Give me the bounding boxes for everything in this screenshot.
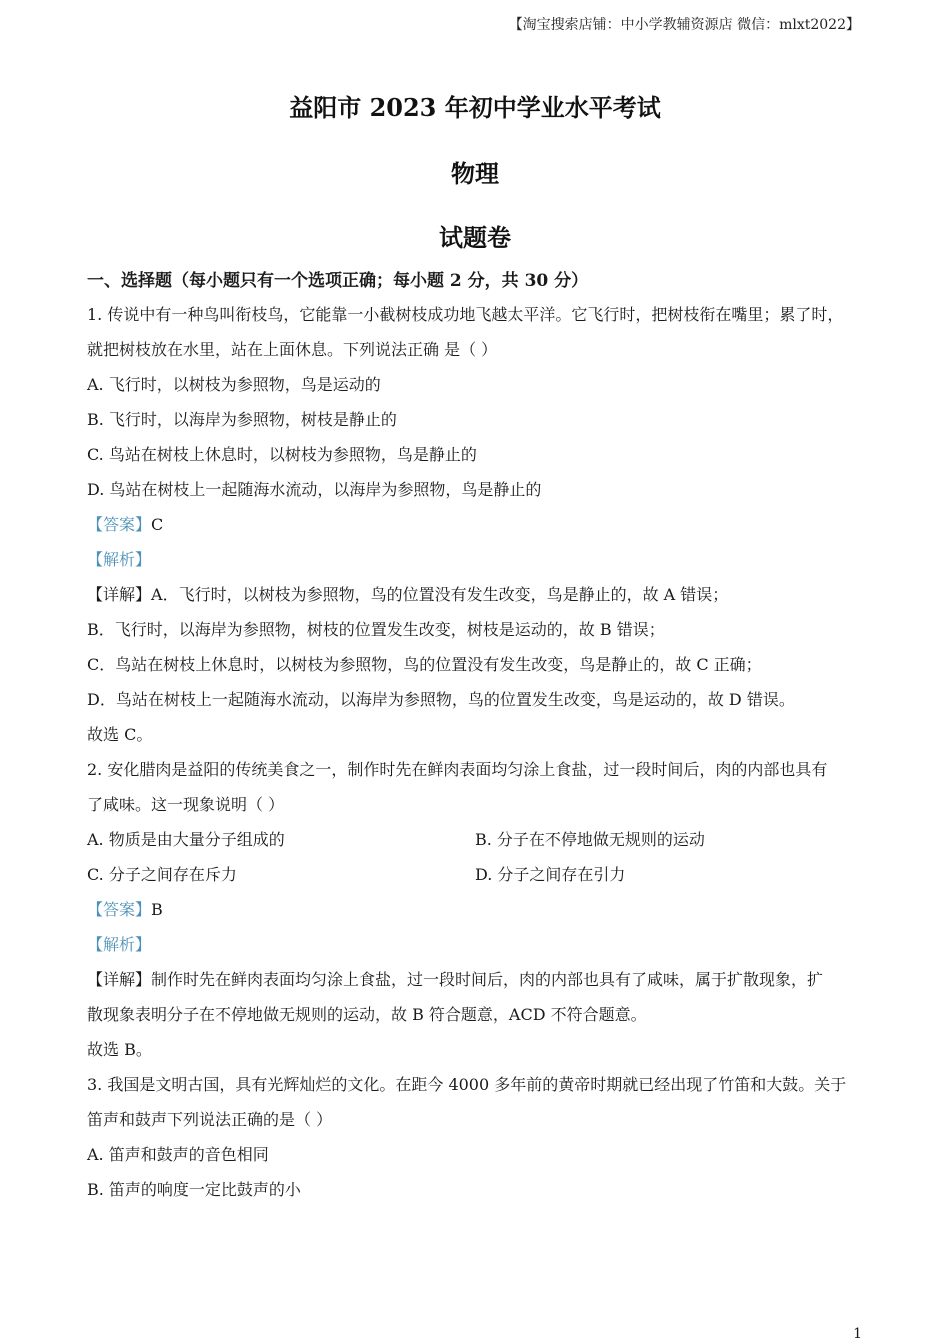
q2-detail-2: 散现象表明分子在不停地做无规则的运动，故 B 符合题意，ACD 不符合题意。 xyxy=(87,1005,647,1024)
paper-title: 试题卷 xyxy=(439,223,511,252)
q3-stem-line1: 3. 我国是文明古国，具有光辉灿烂的文化。在距今 4000 多年前的黄帝时期就已经出现了竹笛和大鼓。关于 xyxy=(87,1075,847,1094)
q2-detail-1: 【详解】制作时先在鲜肉表面均匀涂上食盐，过一段时间后，肉的内部也具有了咸味，属于扩散现象，扩 xyxy=(87,970,824,989)
q1-option-a: A. 飞行时，以树枝为参照物，鸟是运动的 xyxy=(87,375,381,394)
q3-stem-line2: 笛声和鼓声下列说法正确的是（ ） xyxy=(87,1110,333,1129)
q2-conclusion: 故选 B。 xyxy=(87,1040,152,1059)
q1-detail-3: C．鸟站在树枝上休息时，以树枝为参照物，鸟的位置没有发生改变，鸟是静止的，故 C 正确； xyxy=(87,655,762,674)
q2-analysis-label: 【解析】 xyxy=(87,935,152,954)
q1-conclusion: 故选 C。 xyxy=(87,725,153,744)
q1-answer-label: 【答案】 xyxy=(87,515,152,534)
q2-answer-label: 【答案】 xyxy=(87,900,152,919)
q1-stem-line2: 就把树枝放在水里，站在上面休息。下列说法正确 是（ ） xyxy=(87,340,498,359)
q2-option-a: A. 物质是由大量分子组成的 xyxy=(87,830,285,849)
q1-stem-line1: 1. 传说中有一种鸟叫衔枝鸟，它能靠一小截树枝成功地飞越太平洋。它飞行时，把树枝衔在嘴里；累了时， xyxy=(87,305,844,324)
q2-options-row1 xyxy=(87,829,867,851)
q1-answer-value: C xyxy=(151,515,164,534)
q2-option-c: C. 分子之间存在斥力 xyxy=(87,865,237,884)
q2-option-b: B. 分子在不停地做无规则的运动 xyxy=(475,830,705,849)
q1-answer-row xyxy=(87,514,867,536)
q1-detail-label: 【详解】 xyxy=(87,585,152,604)
page-number: 1 xyxy=(853,1326,862,1342)
q2-stem-line1: 2. 安化腊肉是益阳的传统美食之一，制作时先在鲜肉表面均匀涂上食盐，过一段时间后，肉的内部也具有 xyxy=(87,760,828,779)
q2-answer-row xyxy=(87,899,867,921)
subject-title: 物理 xyxy=(451,159,499,188)
exam-content xyxy=(87,270,867,1214)
q1-option-c: C. 鸟站在树枝上休息时，以树枝为参照物，鸟是静止的 xyxy=(87,445,477,464)
q1-detail-4: D．鸟站在树枝上一起随海水流动，以海岸为参照物，鸟的位置发生改变，鸟是运动的，故 D 错误。 xyxy=(87,690,795,709)
q1-analysis-label: 【解析】 xyxy=(87,550,152,569)
section-heading: 一、选择题（每小题只有一个选项正确；每小题 2 分，共 30 分） xyxy=(87,271,589,291)
q2-option-d: D. 分子之间存在引力 xyxy=(475,865,626,884)
q1-detail-2: B．飞行时，以海岸为参照物，树枝的位置发生改变，树枝是运动的，故 B 错误； xyxy=(87,620,665,639)
q2-options-row2 xyxy=(87,864,867,886)
shop-header-note: 【淘宝搜索店铺：中小学教辅资源店 微信：mlxt2022】 xyxy=(508,17,860,33)
q1-option-d: D. 鸟站在树枝上一起随海水流动，以海岸为参照物，鸟是静止的 xyxy=(87,480,542,499)
q3-option-b: B. 笛声的响度一定比鼓声的小 xyxy=(87,1180,301,1199)
q1-option-b: B. 飞行时，以海岸为参照物，树枝是静止的 xyxy=(87,410,397,429)
exam-title: 益阳市 2023 年初中学业水平考试 xyxy=(289,93,661,122)
q2-detail-label: 【详解】 xyxy=(87,970,152,989)
q3-option-a: A. 笛声和鼓声的音色相同 xyxy=(87,1145,269,1164)
q2-stem-line2: 了咸味。这一现象说明（ ） xyxy=(87,795,285,814)
q1-detail-1: 【详解】A．飞行时，以树枝为参照物，鸟的位置没有发生改变，鸟是静止的，故 A 错误； xyxy=(87,585,729,604)
q2-answer-value: B xyxy=(151,900,163,919)
